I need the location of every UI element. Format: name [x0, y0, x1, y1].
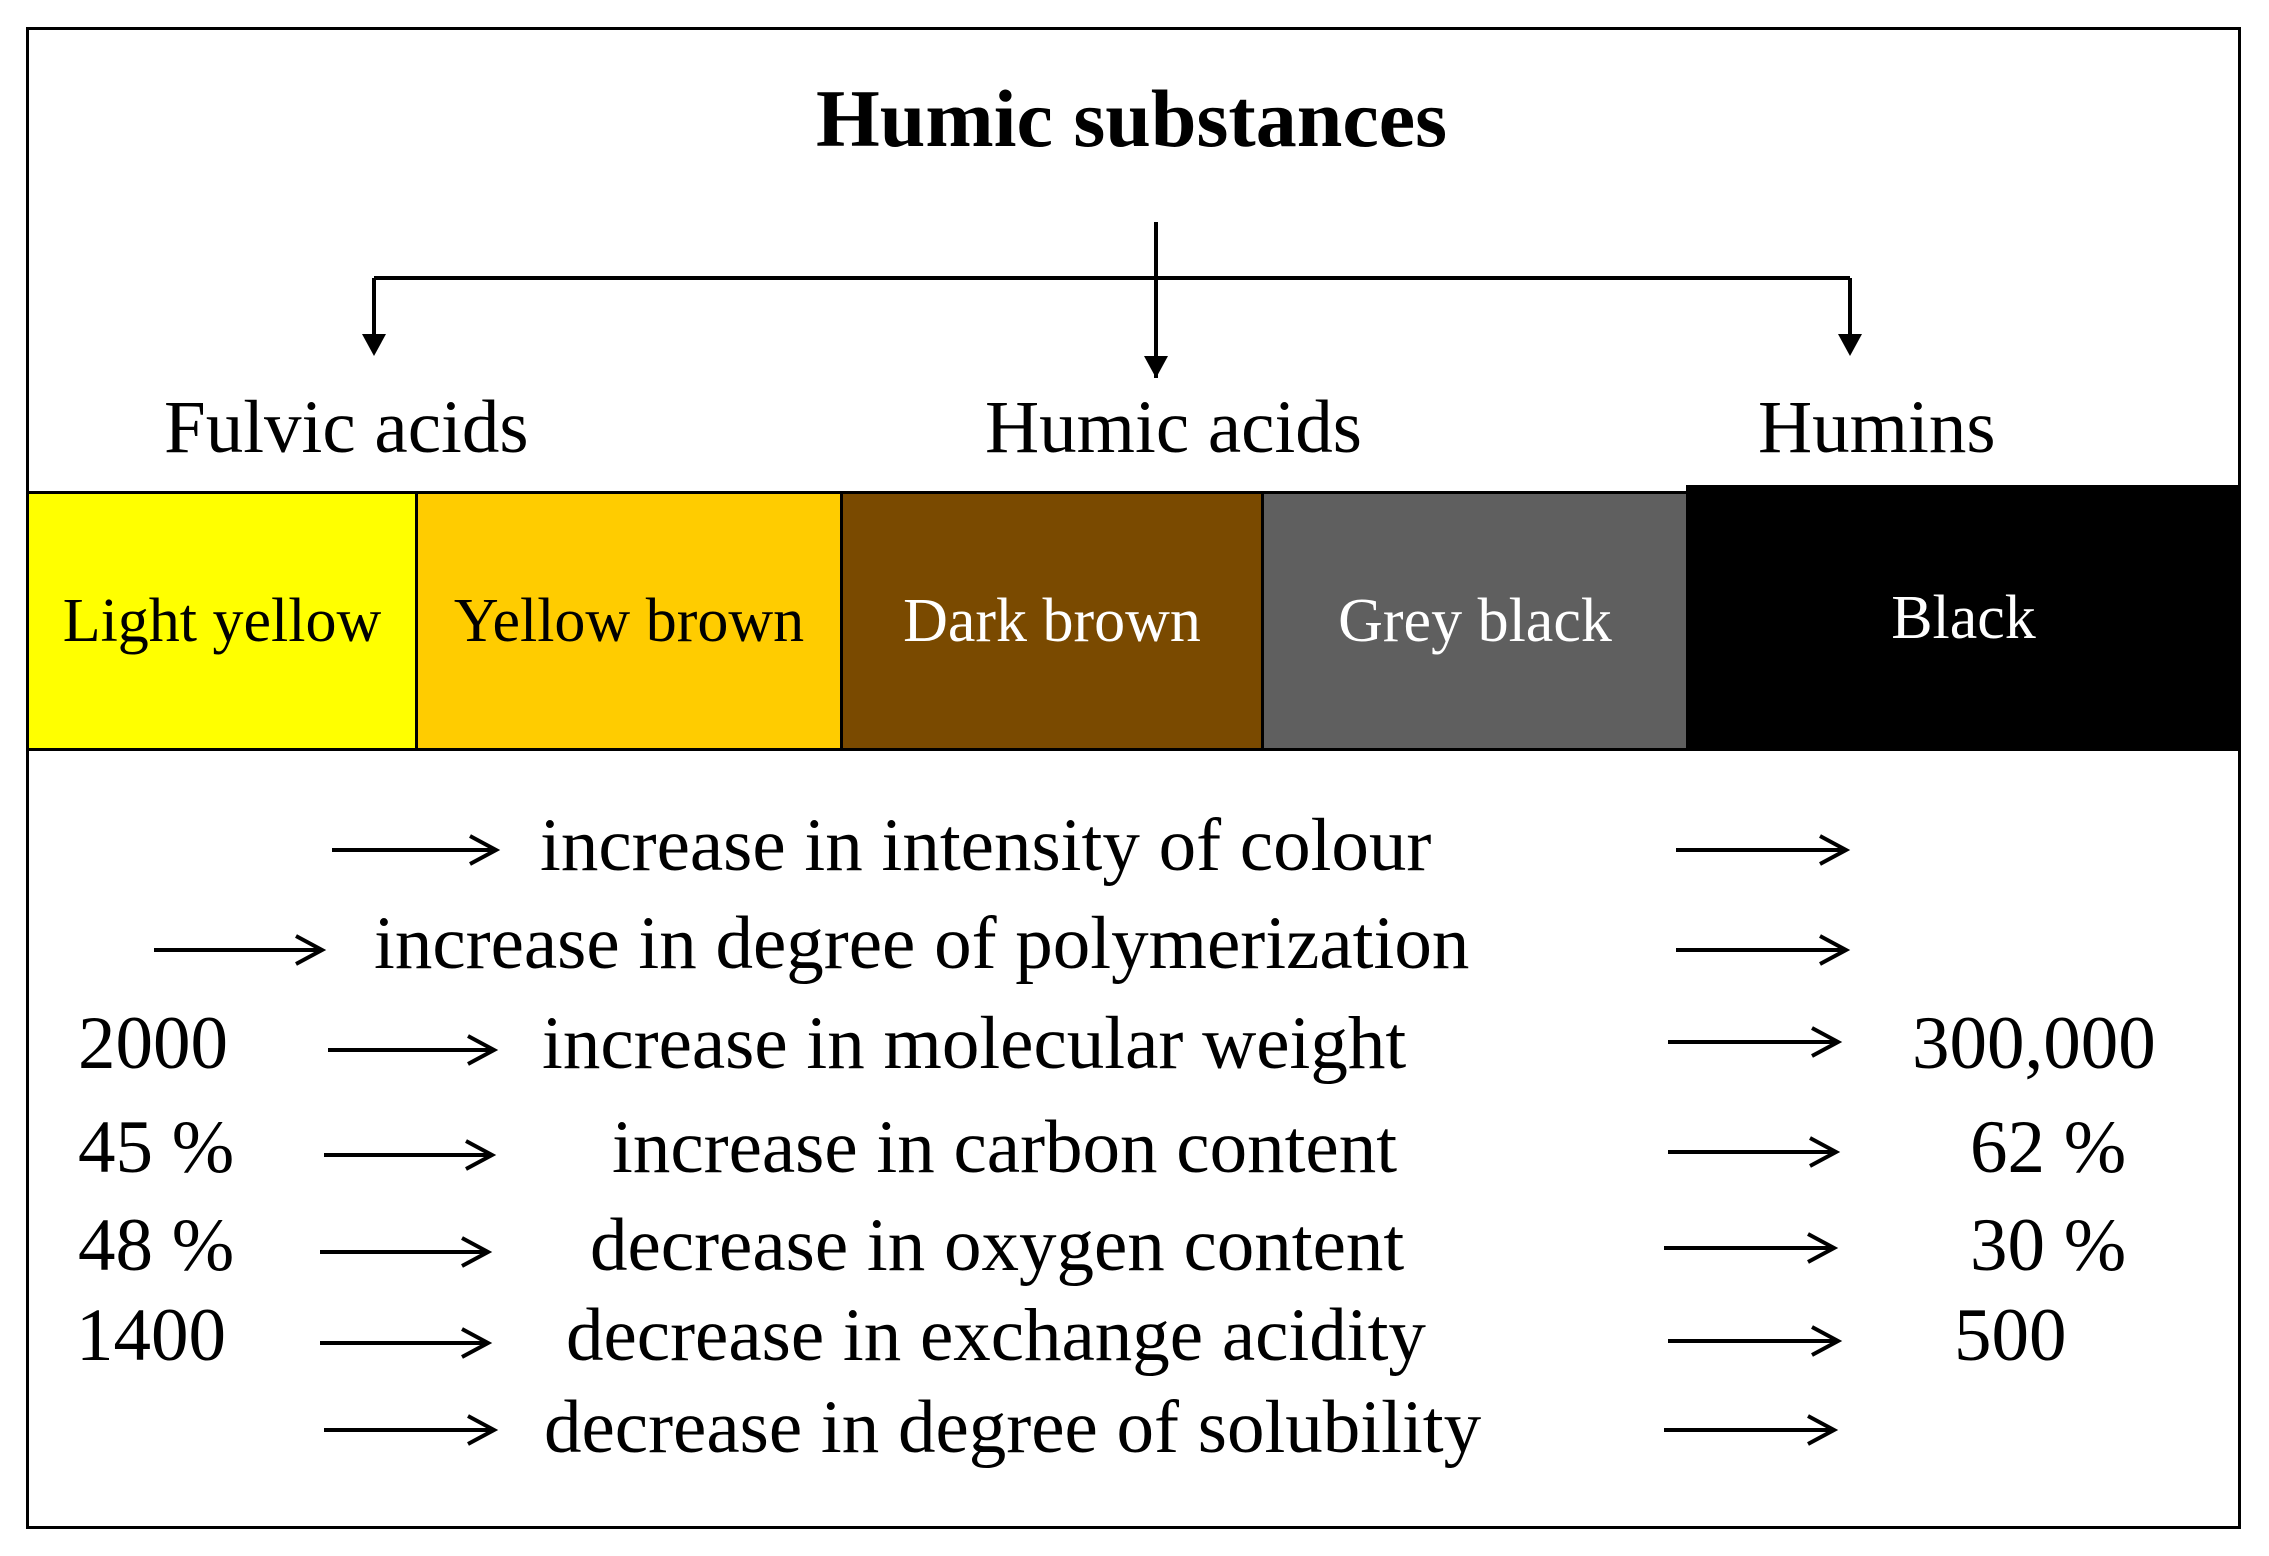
branch-humins: Humins — [1758, 386, 1996, 469]
diagram-title: Humic substances — [816, 73, 1448, 164]
trend-text: decrease in oxygen content — [590, 1204, 1405, 1287]
trend-text: increase in degree of polymerization — [374, 902, 1470, 985]
trend-left-value: 48 % — [78, 1204, 235, 1287]
trend-right-value: 300,000 — [1912, 1002, 2156, 1085]
trend-text: increase in intensity of colour — [540, 804, 1432, 887]
swatch-label: Light yellow — [62, 586, 382, 655]
swatch-label: Yellow brown — [453, 586, 805, 655]
trend-text: increase in carbon content — [612, 1106, 1398, 1189]
trend-right-value: 62 % — [1970, 1106, 2127, 1189]
swatch-label: Black — [1891, 583, 2036, 652]
trend-text: increase in molecular weight — [542, 1002, 1407, 1085]
swatch-label: Grey black — [1338, 586, 1612, 655]
trend-text: decrease in exchange acidity — [566, 1294, 1426, 1377]
branch-fulvic-acids: Fulvic acids — [164, 386, 529, 469]
trend-left-value: 45 % — [78, 1106, 235, 1189]
trend-right-value: 30 % — [1970, 1204, 2127, 1287]
trend-left-value: 1400 — [76, 1294, 226, 1377]
trend-left-value: 2000 — [78, 1002, 228, 1085]
trend-text: decrease in degree of solubility — [544, 1386, 1482, 1469]
swatch-label: Dark brown — [903, 586, 1201, 655]
trend-right-value: 500 — [1954, 1294, 2067, 1377]
branch-humic-acids: Humic acids — [985, 386, 1362, 469]
